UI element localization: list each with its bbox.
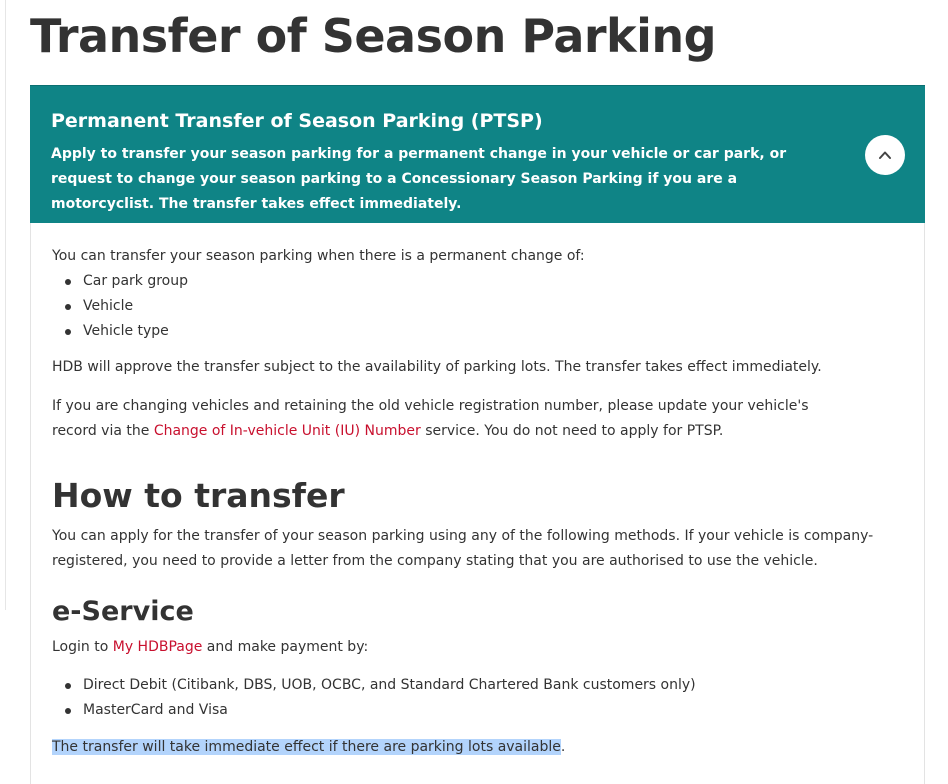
change-list — [52, 269, 188, 344]
approval-text: HDB will approve the transfer subject to the availability of parking lots. The transfer takes effect immediately. — [52, 359, 822, 375]
final-note — [52, 735, 912, 760]
intro-text: You can transfer your season parking when there is a permanent change of: — [52, 248, 585, 264]
ptsp-accordion — [30, 85, 925, 784]
collapse-button[interactable] — [865, 135, 905, 175]
retain-text-before: If you are changing vehicles and retaining the old vehicle registration number, please update your vehicle's record via the — [52, 398, 809, 439]
selected-text: The transfer will take immediate effect if there are parking lots available — [52, 739, 561, 755]
accordion-body — [30, 223, 925, 784]
login-text — [52, 635, 912, 660]
how-to-transfer-heading: How to transfer — [52, 476, 345, 515]
list-item: Vehicle — [52, 294, 188, 319]
list-item: MasterCard and Visa — [52, 698, 696, 723]
change-iu-number-link[interactable]: Change of In-vehicle Unit (IU) Number — [153, 423, 421, 439]
accordion-title: Permanent Transfer of Season Parking (PTSP) — [51, 110, 543, 132]
my-hdbpage-link[interactable]: My HDBPage — [112, 639, 203, 655]
left-divider — [5, 0, 6, 610]
payment-list — [52, 673, 696, 723]
retain-text-after: service. You do not need to apply for PTSP. — [420, 423, 724, 439]
accordion-header[interactable] — [30, 85, 925, 223]
page-title: Transfer of Season Parking — [30, 9, 717, 63]
list-item: Vehicle type — [52, 319, 188, 344]
accordion-description: Apply to transfer your season parking for a permanent change in your vehicle or car park, or request to change your season parking to a Concessionary Season Parking if you are a motorcyclist. The transfer takes effect immediately. — [51, 146, 787, 212]
eservice-heading: e-Service — [52, 596, 194, 627]
login-text-after: and make payment by: — [202, 639, 369, 655]
final-note-end: . — [560, 739, 566, 755]
list-item: Direct Debit (Citibank, DBS, UOB, OCBC, and Standard Chartered Bank customers only) — [52, 673, 696, 698]
list-item: Car park group — [52, 269, 188, 294]
chevron-up-icon — [877, 147, 893, 163]
login-text-before: Login to — [52, 639, 113, 655]
retain-text — [52, 394, 842, 444]
how-to-transfer-text: You can apply for the transfer of your season parking using any of the following methods. If your vehicle is company-registered, you need to provide a letter from the company stating that you are authorised to use the vehicle. — [52, 528, 874, 569]
